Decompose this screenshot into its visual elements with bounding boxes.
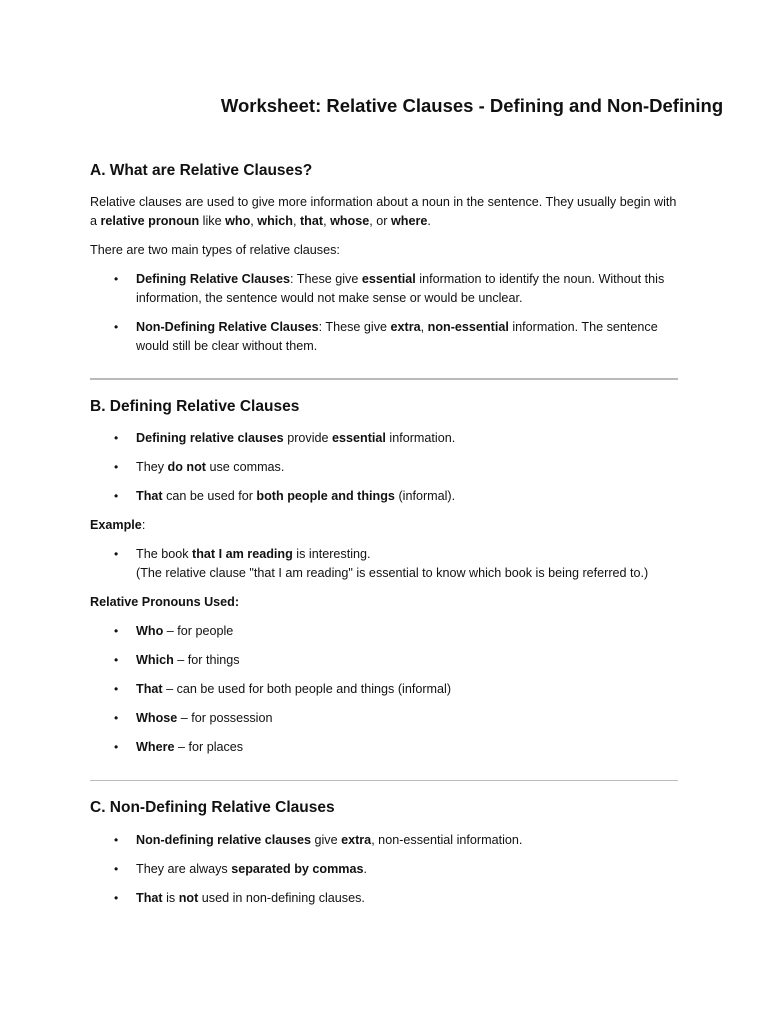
bold-text: both people and things [256, 489, 395, 503]
text-run: , or [369, 214, 391, 228]
section-a-types-intro-block [90, 241, 678, 260]
text-run: information to identify the noun. Without this information, the sentence would not make sense or would be unclear. [136, 272, 665, 305]
list-item-text [136, 489, 455, 503]
list-item [90, 429, 678, 448]
bold-text: non-essential [427, 320, 509, 334]
section-b-heading: B. Defining Relative Clauses [90, 398, 300, 415]
section-divider [90, 378, 678, 380]
text-run: give [310, 833, 342, 847]
bold-text: Defining relative clauses [136, 431, 284, 445]
bold-text: Where [136, 740, 175, 754]
list-item-text [136, 891, 365, 905]
section-b [90, 397, 678, 417]
bold-text: Defining Relative Clauses [136, 272, 290, 286]
bullet-icon: • [114, 489, 119, 503]
list-item [90, 458, 678, 477]
text-run: , [323, 214, 331, 228]
list-item-text [136, 711, 273, 725]
document-title [0, 95, 768, 117]
text-run: can be used for [162, 489, 257, 503]
bullet-icon: • [114, 653, 119, 667]
bold-text: extra [341, 833, 372, 847]
bold-text: Which [136, 653, 174, 667]
section-c [90, 798, 678, 818]
bold-text: extra [390, 320, 421, 334]
example-label-block [90, 516, 678, 535]
list-item-text [136, 833, 522, 847]
bold-text: essential [361, 272, 416, 286]
bold-text: That [136, 891, 163, 905]
list-item-text [136, 272, 664, 305]
example-label-text: Example [90, 518, 142, 532]
bullet-icon: • [114, 460, 119, 474]
section-a-types-list [90, 270, 678, 356]
bold-text: That [136, 489, 163, 503]
bold-text: whose [330, 214, 370, 228]
list-item [90, 831, 678, 850]
text-run: The book [136, 547, 193, 561]
text-run: is interesting. [292, 547, 371, 561]
text-run: – for places [174, 740, 244, 754]
list-item [90, 738, 678, 757]
pronouns-label-block [90, 593, 678, 612]
text-run: information. The sentence would still be clear without them. [136, 320, 658, 353]
text-run: : These give [318, 320, 391, 334]
bold-text: Non-defining relative clauses [136, 833, 311, 847]
list-item-text [136, 624, 233, 638]
section-a-types-intro: There are two main types of relative clauses: [90, 243, 340, 257]
list-item [90, 318, 678, 356]
text-run: . [427, 214, 431, 228]
bold-text: Non-Defining Relative Clauses [136, 320, 319, 334]
bold-text: that [299, 214, 324, 228]
list-item [90, 622, 678, 641]
pronouns-label: Relative Pronouns Used: [90, 595, 240, 609]
bullet-icon: • [114, 740, 119, 754]
list-item [90, 860, 678, 879]
text-run: use commas. [205, 460, 285, 474]
bold-text: Who [136, 624, 164, 638]
pronouns-list [90, 622, 678, 757]
text-run: , non-essential information. [371, 833, 523, 847]
text-run: They are always [136, 862, 232, 876]
bullet-icon: • [114, 833, 119, 847]
bold-text: where [390, 214, 428, 228]
list-item-text [136, 653, 240, 667]
text-run: , [420, 320, 428, 334]
list-item-text [136, 682, 451, 696]
example-label-colon: : [141, 518, 146, 532]
text-run: used in non-defining clauses. [198, 891, 365, 905]
section-a-heading: A. What are Relative Clauses? [90, 162, 313, 179]
list-item-text [136, 740, 243, 754]
text-run: . [363, 862, 367, 876]
list-item [90, 651, 678, 670]
list-item-text [136, 431, 455, 445]
list-item [90, 270, 678, 308]
section-c-heading: C. Non-Defining Relative Clauses [90, 799, 335, 816]
bullet-icon: • [114, 547, 119, 561]
list-item-text [136, 460, 284, 474]
example-list [90, 545, 678, 583]
document-title-text: Worksheet: Relative Clauses - Defining and Non-Defining [220, 95, 724, 116]
bold-text: separated by commas [231, 862, 364, 876]
text-run: – for things [173, 653, 240, 667]
text-run: – for possession [177, 711, 273, 725]
bold-text: who [225, 214, 251, 228]
list-item [90, 487, 678, 506]
list-item-text [136, 320, 658, 353]
text-run: Relative clauses are used to give more information about a noun in the sentence. They usually begin with a [90, 195, 677, 228]
text-run: provide [283, 431, 333, 445]
bold-text: do not [167, 460, 206, 474]
section-divider [90, 780, 678, 781]
bullet-icon: • [114, 711, 119, 725]
example-sentence [136, 547, 371, 561]
bullet-icon: • [114, 431, 119, 445]
list-item [90, 680, 678, 699]
text-run: , [250, 214, 258, 228]
bold-text: essential [332, 431, 386, 445]
bold-text: which [257, 214, 293, 228]
bullet-icon: • [114, 320, 119, 334]
section-c-points [90, 831, 678, 908]
text-run: , [292, 214, 300, 228]
text-run: – for people [163, 624, 234, 638]
text-run: is [162, 891, 179, 905]
example-explanation: (The relative clause "that I am reading" is essential to know which book is being referred to.) [136, 566, 649, 580]
section-a-intro-block [90, 193, 678, 231]
list-item-text [136, 862, 367, 876]
section-a [90, 161, 678, 181]
section-a-intro [90, 193, 678, 231]
list-item [90, 889, 678, 908]
text-run: : These give [289, 272, 362, 286]
text-run: They [136, 460, 168, 474]
bold-text: relative pronoun [100, 214, 200, 228]
bold-text: Whose [136, 711, 178, 725]
bullet-icon: • [114, 682, 119, 696]
text-run: – can be used for both people and things (informal) [162, 682, 452, 696]
list-item [90, 545, 678, 583]
text-run: (informal). [394, 489, 456, 503]
bullet-icon: • [114, 624, 119, 638]
example-label [90, 516, 678, 535]
text-run: information. [385, 431, 456, 445]
bold-text: That [136, 682, 163, 696]
bold-text: that I am reading [192, 547, 293, 561]
text-run: like [199, 214, 226, 228]
section-b-points [90, 429, 678, 506]
bold-text: not [178, 891, 199, 905]
list-item [90, 709, 678, 728]
bullet-icon: • [114, 862, 119, 876]
bullet-icon: • [114, 891, 119, 905]
bullet-icon: • [114, 272, 119, 286]
